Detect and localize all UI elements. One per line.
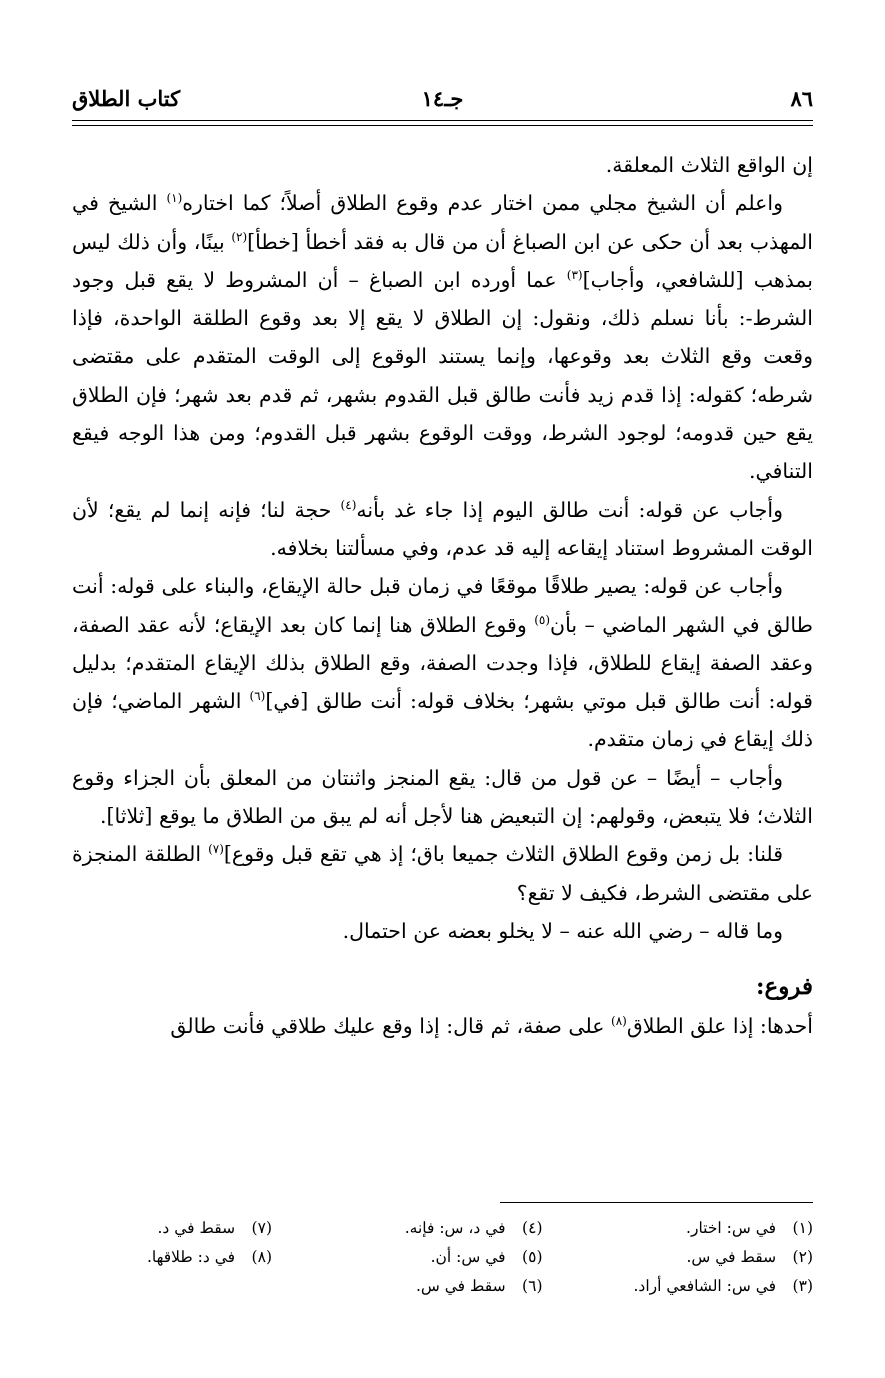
footnote-text: سقط في س. [686, 1248, 777, 1266]
footnote-ref-7[interactable]: (٧) [208, 842, 224, 857]
header-rule-thin [72, 125, 813, 126]
paragraph-text: وما قاله – رضي الله عنه – لا يخلو بعضه عن احتمال. [342, 918, 783, 943]
paragraph-text: وأجاب – أيضًا – عن قول من قال: يقع المنجز واثنتان من المعلق بأن الجزاء وقوع الثلاث؛ فلا يتبعض، وقولهم: إن التبعيض هنا لأجل أنه لم يبق من الطلاق ما يوقع [ثلاثا]. [72, 765, 813, 829]
header-rule-thick [72, 120, 813, 121]
paragraph-6 [72, 835, 813, 912]
paragraph-text: بينًا، وأن ذلك ليس بمذهب [للشافعي، وأجاب] [72, 229, 813, 292]
footnote-text: في س: أن. [430, 1248, 506, 1266]
footnote-column-1 [598, 1214, 813, 1310]
paragraph-text: وأجاب عن قوله: أنت طالق اليوم إذا جاء غد بأنه [356, 497, 783, 522]
footnote-7 [72, 1214, 272, 1243]
footnote-5 [328, 1243, 543, 1272]
section-heading-furu: فروع: [755, 973, 813, 1001]
volume-number: جـ١٤ [421, 86, 464, 111]
footnote-text: سقط في د. [157, 1219, 236, 1237]
paragraph-text: على صفة، ثم قال: إذا وقع عليك طلاقي فأنت طالق [170, 1013, 611, 1038]
footnote-2 [598, 1243, 813, 1272]
footnote-ref-1[interactable]: (١) [166, 191, 183, 206]
footnote-text: في د، س: فإنه. [404, 1219, 506, 1237]
footnote-6 [328, 1272, 543, 1301]
footnote-text: في س: اختار. [686, 1219, 777, 1237]
footnote-1 [598, 1214, 813, 1243]
paragraph-8 [72, 1007, 813, 1045]
footnote-ref-8[interactable]: (٨) [611, 1013, 627, 1028]
paragraph-text: الشهر الماضي؛ فإن ذلك إيقاع في زمان متقدم. [72, 689, 813, 752]
paragraph-text: أحدها: إذا علق الطلاق [626, 1013, 813, 1038]
main-text [72, 146, 813, 1045]
paragraph-text: قلنا: بل زمن وقوع الطلاق الثلاث جميعا باق؛ إذ هي تقع قبل وقوع] [223, 842, 783, 867]
paragraph-text: عما أورده ابن الصباغ – أن المشروط لا يقع قبل وجود الشرط-: بأنا نسلم ذلك، ونقول: إن الطلاق لا يقع إلا بعد وقوع الطلقة الواحدة، فإذا وقعت وقع الثلاث بعد وقوعها، وإنما يستند الوقوع إلى الوقت المتقدم على مقتضى شرطه؛ كقوله: إذا قدم زيد فأنت طالق قبل القدوم بشهر، ثم قدم بعد شهر؛ فإن الطلاق يقع حين قدومه؛ لوجود الشرط، ووقت الوقوع بشهر قبل القدوم؛ ومن هذا الوجه فيقع التنافي. [72, 267, 813, 484]
footnote-ref-3[interactable]: (٣) [566, 268, 583, 283]
footnote-3 [598, 1272, 813, 1301]
footnote-ref-5[interactable]: (٥) [534, 612, 551, 627]
footnote-text: في د: طلاقها. [146, 1248, 236, 1266]
footnote-number: (٨) [251, 1248, 272, 1266]
paragraph-4 [72, 567, 813, 758]
footnote-ref-6[interactable]: (٦) [249, 689, 266, 704]
footnote-separator [500, 1202, 813, 1203]
paragraph-text: إن الواقع الثلاث المعلقة. [605, 153, 813, 177]
book-title: كتاب الطلاق [72, 86, 181, 111]
paragraph-5 [72, 759, 813, 836]
footnote-number: (٧) [251, 1219, 272, 1237]
footnote-text: سقط في س. [415, 1277, 506, 1295]
footnote-number: (٦) [522, 1277, 543, 1295]
footnote-number: (٤) [522, 1219, 543, 1237]
footnote-column-2 [328, 1214, 543, 1310]
paragraph-text: وقوع الطلاق هنا إنما كان بعد الإيقاع؛ لأنه عقد الصفة، وعقد الصفة إيقاع للطلاق، فإذا وجدت الصفة، وقع الطلاق بذلك الإيقاع المتقدم؛ بدليل قوله: أنت طالق قبل موتي بشهر؛ بخلاف قوله: أنت طالق [في] [72, 612, 813, 714]
paragraph-text: واعلم أن الشيخ مجلي ممن اختار عدم وقوع الطلاق أصلاً؛ كما اختاره [182, 191, 783, 216]
footnote-text: في س: الشافعي أراد. [633, 1277, 777, 1295]
footnote-ref-4[interactable]: (٤) [340, 497, 357, 512]
paragraph-text: وأجاب عن قوله: يصير طلاقًا موقعًا في زمان قبل حالة الإيقاع، والبناء على قوله: أنت طالق في الشهر الماضي – بأن [72, 574, 813, 637]
footnote-4 [328, 1214, 543, 1243]
footnote-number: (٢) [792, 1248, 813, 1266]
paragraph-3 [72, 491, 813, 568]
footnote-column-3 [72, 1214, 272, 1310]
footnote-number: (٥) [522, 1248, 543, 1266]
paragraph-7 [72, 912, 813, 950]
paragraph-text: الشيخ في المهذب بعد أن حكى عن ابن الصباغ أن من قال به فقد أخطأ [خطأ] [72, 191, 814, 254]
paragraph-text: حجة لنا؛ فإنه إنما لم يقع؛ لأن الوقت المشروط استناد إيقاعه إليه قد عدم، وفي مسألتنا بخلافه. [72, 497, 813, 560]
footnote-number: (٣) [792, 1277, 813, 1295]
footnote-8 [72, 1243, 272, 1272]
page-header [72, 84, 813, 118]
footnote-number: (١) [792, 1219, 813, 1237]
paragraph-text: الطلقة المنجزة على مقتضى الشرط، فكيف لا تقع؟ [72, 842, 813, 905]
paragraph-1 [72, 146, 813, 184]
footnote-ref-2[interactable]: (٢) [231, 229, 248, 244]
paragraph-2 [72, 184, 813, 490]
footnotes [72, 1214, 813, 1310]
page-number: ٨٦ [790, 86, 813, 111]
